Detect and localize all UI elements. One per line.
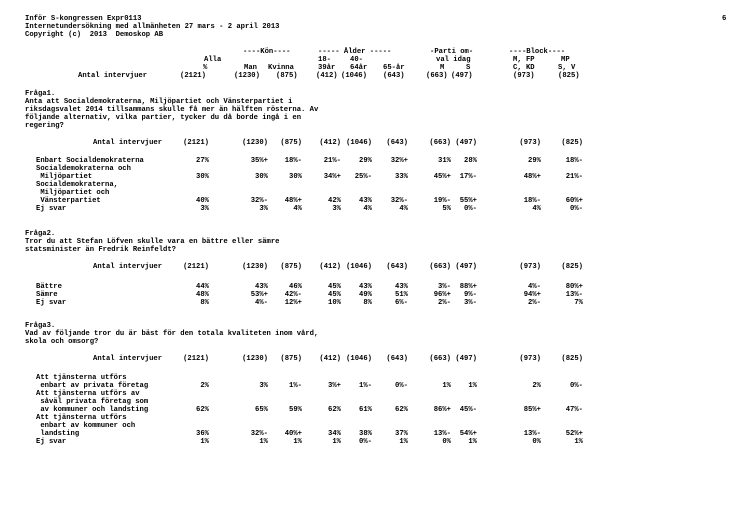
base-value: (825) xyxy=(558,72,580,80)
answer-value: 45% xyxy=(328,283,341,291)
base-value: (2121) xyxy=(183,139,209,147)
answer-value: 43% xyxy=(255,283,268,291)
answer-value: 32%- xyxy=(250,430,268,438)
answer-value: 8% xyxy=(363,299,372,307)
answer-value: 4% xyxy=(532,205,541,213)
answer-value: 3%- xyxy=(438,283,451,291)
report-title: Inför S-kongressen Expr0113 xyxy=(25,15,142,23)
base-value: (412) xyxy=(319,355,341,363)
answer-value: 32%+ xyxy=(390,157,408,165)
page-number: 6 xyxy=(722,15,727,23)
answer-label: Vänsterpartiet xyxy=(36,197,101,205)
block-sv-header: S, V xyxy=(558,64,576,72)
answer-value: 4% xyxy=(399,205,408,213)
base-label: Antal intervjuer xyxy=(93,355,163,363)
answer-value: 61% xyxy=(359,406,372,414)
answer-value: 34%+ xyxy=(323,173,341,181)
answer-value: 49% xyxy=(359,291,372,299)
answer-value: 53%+ xyxy=(250,291,268,299)
base-value: (973) xyxy=(519,263,541,271)
answer-value: 96%+ xyxy=(433,291,451,299)
answer-value: 42%- xyxy=(284,291,302,299)
answer-label: Att tjänsterna utförs xyxy=(36,374,127,382)
alla-header: Alla xyxy=(204,56,222,64)
question-text: följande alternativ, vilka partier, tycker du då borde ingå i en xyxy=(25,114,302,122)
base-value: (663) xyxy=(429,263,451,271)
answer-label: Socialdemokraterna och xyxy=(36,165,131,173)
answer-value: 30% xyxy=(255,173,268,181)
base-value: (1046) xyxy=(346,139,372,147)
age-18-header: 18- xyxy=(318,56,331,64)
answer-value: 4%- xyxy=(528,283,541,291)
answer-value: 1% xyxy=(293,438,302,446)
kon-group-header: ----Kön---- xyxy=(243,48,291,56)
answer-value: 4%- xyxy=(255,299,268,307)
parti-group-header: -Parti om- xyxy=(430,48,474,56)
block-ckd-header: C, KD xyxy=(513,64,535,72)
answer-value: 1%- xyxy=(289,382,302,390)
answer-label: Ej svar xyxy=(36,438,67,446)
answer-value: 1% xyxy=(468,438,477,446)
answer-value: 88%+ xyxy=(459,283,477,291)
answer-value: 27% xyxy=(196,157,209,165)
answer-label: Ej svar xyxy=(36,205,67,213)
base-value: (875) xyxy=(276,72,298,80)
answer-value: 2%- xyxy=(528,299,541,307)
base-value: (643) xyxy=(386,263,408,271)
base-value: (1046) xyxy=(346,355,372,363)
answer-value: 3% xyxy=(332,205,341,213)
answer-value: 55%+ xyxy=(459,197,477,205)
base-value: (875) xyxy=(280,139,302,147)
answer-value: 1% xyxy=(259,438,268,446)
question-text: Tror du att Stefan Löfven skulle vara en bättre eller sämre xyxy=(25,238,280,246)
answer-value: 31% xyxy=(438,157,451,165)
answer-value: 9%- xyxy=(464,291,477,299)
base-value: (825) xyxy=(561,355,583,363)
base-label: Antal intervjuer xyxy=(93,139,163,147)
answer-value: 6%- xyxy=(395,299,408,307)
answer-value: 3%+ xyxy=(328,382,341,390)
answer-value: 10% xyxy=(328,299,341,307)
party-m-header: M xyxy=(440,64,445,72)
base-value: (2121) xyxy=(180,72,206,80)
answer-value: 29% xyxy=(359,157,372,165)
answer-value: 37% xyxy=(395,430,408,438)
answer-value: 1% xyxy=(332,438,341,446)
base-value: (1230) xyxy=(242,263,268,271)
answer-value: 65% xyxy=(255,406,268,414)
answer-value: 5% xyxy=(442,205,451,213)
base-value: (973) xyxy=(513,72,535,80)
answer-value: 43% xyxy=(359,283,372,291)
answer-value: 4% xyxy=(363,205,372,213)
answer-value: 48% xyxy=(196,291,209,299)
base-value: (412) xyxy=(319,263,341,271)
answer-value: 94%+ xyxy=(523,291,541,299)
base-label: Antal intervjuer xyxy=(78,72,148,80)
answer-value: 30% xyxy=(196,173,209,181)
answer-value: 48%+ xyxy=(523,173,541,181)
answer-value: 28% xyxy=(464,157,477,165)
answer-value: 1% xyxy=(442,382,451,390)
base-value: (825) xyxy=(561,263,583,271)
answer-label: såväl privata företag som xyxy=(36,398,149,406)
answer-value: 40% xyxy=(196,197,209,205)
answer-value: 1%- xyxy=(359,382,372,390)
answer-value: 33% xyxy=(395,173,408,181)
copyright-line: Copyright (c) 2013 Demoskop AB xyxy=(25,31,164,39)
age-64-header: 64år xyxy=(350,64,368,72)
answer-value: 38% xyxy=(359,430,372,438)
answer-label: landsting xyxy=(36,430,80,438)
answer-label: enbart av privata företag xyxy=(36,382,149,390)
answer-value: 42% xyxy=(328,197,341,205)
answer-value: 8% xyxy=(200,299,209,307)
answer-value: 13%- xyxy=(523,430,541,438)
base-value: (663) xyxy=(429,139,451,147)
answer-value: 0%- xyxy=(464,205,477,213)
base-value: (2121) xyxy=(183,263,209,271)
question-title: Fråga1. xyxy=(25,90,56,98)
answer-label: Bättre xyxy=(36,283,62,291)
question-text: riksdagsvalet 2014 tillsammans skulle få mer än hälften rösterna. Av xyxy=(25,106,319,114)
base-value: (1046) xyxy=(346,263,372,271)
answer-value: 1% xyxy=(399,438,408,446)
alla-percent-header: % xyxy=(203,64,208,72)
age-40-header: 40- xyxy=(350,56,363,64)
answer-value: 54%+ xyxy=(459,430,477,438)
answer-value: 3% xyxy=(259,382,268,390)
answer-value: 18%- xyxy=(523,197,541,205)
answer-value: 0% xyxy=(532,438,541,446)
base-value: (1230) xyxy=(242,355,268,363)
answer-value: 12%+ xyxy=(284,299,302,307)
answer-value: 0% xyxy=(442,438,451,446)
answer-value: 2%- xyxy=(438,299,451,307)
answer-label: Att tjänsterna utförs xyxy=(36,414,127,422)
answer-value: 29% xyxy=(528,157,541,165)
answer-value: 3% xyxy=(259,205,268,213)
answer-value: 46% xyxy=(289,283,302,291)
answer-value: 86%+ xyxy=(433,406,451,414)
base-value: (663) xyxy=(429,355,451,363)
base-value: (497) xyxy=(455,263,477,271)
answer-value: 85%+ xyxy=(523,406,541,414)
block-mp-header: MP xyxy=(561,56,570,64)
question-text: skola och omsorg? xyxy=(25,338,99,346)
answer-value: 32%- xyxy=(250,197,268,205)
answer-value: 13%- xyxy=(565,291,583,299)
answer-label: Miljöpartiet och xyxy=(36,189,110,197)
answer-value: 40%+ xyxy=(284,430,302,438)
base-value: (1230) xyxy=(234,72,260,80)
answer-label: Ej svar xyxy=(36,299,67,307)
question-text: Anta att Socialdemokraterna, Miljöpartiet och Vänsterpartiet i xyxy=(25,98,293,106)
answer-value: 2% xyxy=(200,382,209,390)
base-row xyxy=(0,72,746,80)
answer-value: 21%- xyxy=(565,173,583,181)
block-mfp-header: M, FP xyxy=(513,56,535,64)
answer-value: 30% xyxy=(289,173,302,181)
answer-value: 35%+ xyxy=(250,157,268,165)
base-value: (973) xyxy=(519,355,541,363)
base-value: (825) xyxy=(561,139,583,147)
answer-label: Enbart Socialdemokraterna xyxy=(36,157,144,165)
answer-value: 18%- xyxy=(565,157,583,165)
answer-value: 7% xyxy=(574,299,583,307)
answer-value: 25%- xyxy=(354,173,372,181)
answer-label: enbart av kommuner och xyxy=(36,422,136,430)
answer-label: Sämre xyxy=(36,291,58,299)
base-value: (875) xyxy=(280,355,302,363)
answer-value: 1% xyxy=(574,438,583,446)
answer-value: 43% xyxy=(395,283,408,291)
answer-value: 47%- xyxy=(565,406,583,414)
answer-value: 45%+ xyxy=(433,173,451,181)
age-65-header: 65-år xyxy=(383,64,405,72)
answer-value: 45% xyxy=(328,291,341,299)
base-value: (412) xyxy=(319,139,341,147)
block-group-header: ----Block---- xyxy=(509,48,566,56)
base-value: (497) xyxy=(451,72,473,80)
answer-value: 21%- xyxy=(323,157,341,165)
alder-group-header: ----- Ålder ----- xyxy=(318,48,392,56)
answer-value: 0%- xyxy=(395,382,408,390)
answer-value: 62% xyxy=(328,406,341,414)
question-text: Vad av följande tror du är bäst för den totala kvaliteten inom vård, xyxy=(25,330,319,338)
answer-value: 36% xyxy=(196,430,209,438)
question-title: Fråga3. xyxy=(25,322,56,330)
answer-label: av kommuner och landsting xyxy=(36,406,149,414)
answer-value: 3%- xyxy=(464,299,477,307)
answer-value: 48%+ xyxy=(284,197,302,205)
answer-label: Att tjänsterna utförs av xyxy=(36,390,140,398)
base-value: (2121) xyxy=(183,355,209,363)
party-s-header: S xyxy=(466,64,471,72)
age-39-header: 39år xyxy=(318,64,336,72)
question-text: statsminister än Fredrik Reinfeldt? xyxy=(25,246,176,254)
base-value: (497) xyxy=(455,355,477,363)
base-label: Antal intervjuer xyxy=(93,263,163,271)
answer-value: 2% xyxy=(532,382,541,390)
base-value: (875) xyxy=(280,263,302,271)
base-value: (643) xyxy=(386,139,408,147)
answer-value: 1% xyxy=(468,382,477,390)
answer-value: 3% xyxy=(200,205,209,213)
answer-value: 32%- xyxy=(390,197,408,205)
man-header: Man xyxy=(244,64,257,72)
base-value: (643) xyxy=(383,72,405,80)
answer-value: 13%- xyxy=(433,430,451,438)
base-value: (412) xyxy=(316,72,338,80)
question-title: Fråga2. xyxy=(25,230,56,238)
kvinna-header: Kvinna xyxy=(268,64,294,72)
answer-value: 62% xyxy=(196,406,209,414)
base-value: (643) xyxy=(386,355,408,363)
parti-group-header-2: val idag xyxy=(436,56,471,64)
base-value: (1046) xyxy=(341,72,367,80)
answer-value: 19%- xyxy=(433,197,451,205)
answer-value: 44% xyxy=(196,283,209,291)
answer-value: 80%+ xyxy=(565,283,583,291)
answer-value: 1% xyxy=(200,438,209,446)
answer-value: 59% xyxy=(289,406,302,414)
answer-value: 43% xyxy=(359,197,372,205)
answer-value: 45%- xyxy=(459,406,477,414)
answer-value: 60%+ xyxy=(565,197,583,205)
answer-value: 51% xyxy=(395,291,408,299)
answer-value: 62% xyxy=(395,406,408,414)
base-value: (663) xyxy=(426,72,448,80)
answer-label: Socialdemokraterna, xyxy=(36,181,118,189)
base-value: (497) xyxy=(455,139,477,147)
answer-value: 34% xyxy=(328,430,341,438)
answer-value: 0%- xyxy=(359,438,372,446)
report-subtitle: Internetundersökning med allmänheten 27 mars - 2 april 2013 xyxy=(25,23,280,31)
answer-value: 52%+ xyxy=(565,430,583,438)
base-value: (1230) xyxy=(242,139,268,147)
answer-value: 0%- xyxy=(570,382,583,390)
answer-value: 17%- xyxy=(459,173,477,181)
answer-label: Miljöpartiet xyxy=(36,173,93,181)
answer-value: 4% xyxy=(293,205,302,213)
answer-value: 0%- xyxy=(570,205,583,213)
answer-value: 18%- xyxy=(284,157,302,165)
question-text: regering? xyxy=(25,122,64,130)
base-value: (973) xyxy=(519,139,541,147)
